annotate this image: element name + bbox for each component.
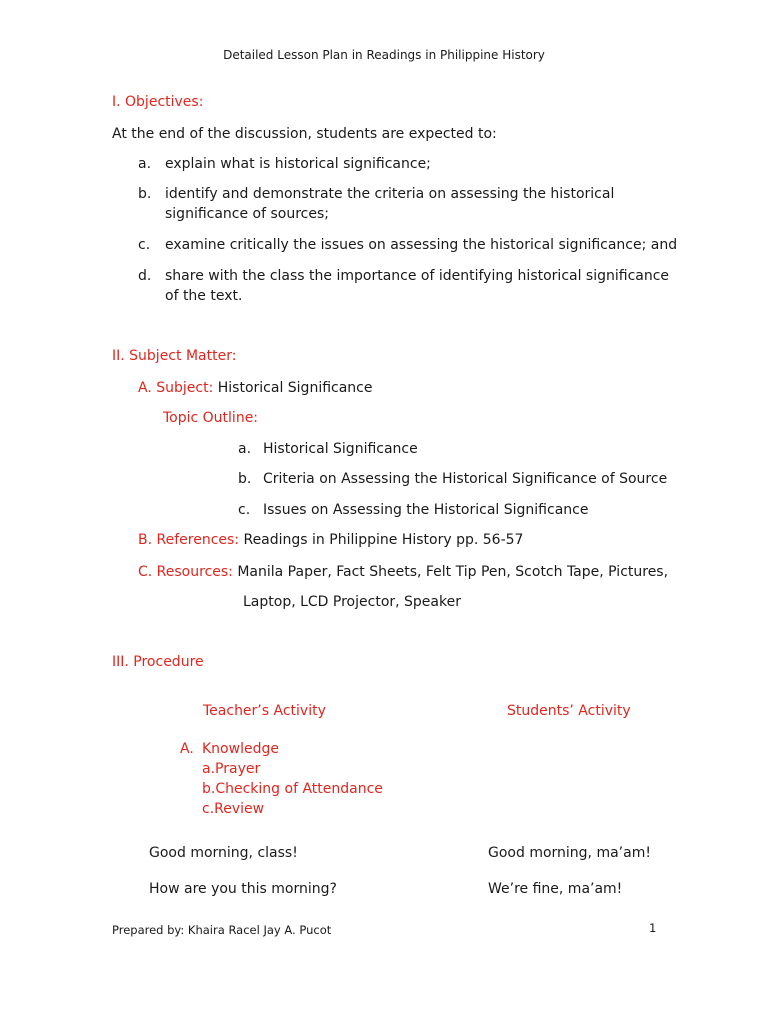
knowledge-item-text: Checking of Attendance <box>215 781 383 797</box>
teacher-line: How are you this morning? <box>149 881 337 897</box>
outline-marker: c. <box>238 502 251 518</box>
resources-value: Manila Paper, Fact Sheets, Felt Tip Pen, Scotch Tape, Pictures, <box>237 564 669 580</box>
outline-marker: b. <box>238 471 252 487</box>
prepared-by: Prepared by: Khaira Racel Jay A. Pucot <box>112 923 332 937</box>
topic-outline-label: Topic Outline: <box>163 410 259 426</box>
resources-label: C. Resources: <box>138 564 233 580</box>
objective-marker: b. <box>138 186 152 202</box>
objectives-intro: At the end of the discussion, students are expected to: <box>112 126 497 142</box>
knowledge-marker: A. <box>180 741 194 757</box>
outline-marker: a. <box>238 441 252 457</box>
knowledge-item <box>202 781 383 797</box>
student-line: We’re fine, ma’am! <box>488 881 623 897</box>
knowledge-item-text: Prayer <box>215 761 261 777</box>
knowledge-item <box>202 801 264 817</box>
references-value: Readings in Philippine History pp. 56-57 <box>243 532 524 548</box>
subject-value: Historical Significance <box>217 380 373 396</box>
outline-item: Historical Significance <box>263 441 418 457</box>
objective-text-continued: of the text. <box>165 288 243 304</box>
objective-text: examine critically the issues on assessing the historical significance; and <box>165 237 678 253</box>
student-line: Good morning, ma’am! <box>488 845 651 861</box>
knowledge-item <box>202 761 260 777</box>
objective-item <box>165 154 431 174</box>
knowledge-item-marker: c. <box>202 801 215 817</box>
knowledge-label: Knowledge <box>202 741 279 757</box>
page-header-title: Detailed Lesson Plan in Readings in Philippine History <box>223 48 545 62</box>
objective-item <box>165 235 677 255</box>
resources-row <box>138 564 668 580</box>
page-number: 1 <box>649 921 657 935</box>
resources-value-continued: Laptop, LCD Projector, Speaker <box>243 594 461 610</box>
objective-marker: d. <box>138 268 152 284</box>
outline-item: Issues on Assessing the Historical Significance <box>263 502 589 518</box>
subject-label: A. Subject: <box>138 380 214 396</box>
objective-item <box>165 184 614 224</box>
objective-marker: c. <box>138 237 151 253</box>
subject-matter-heading: II. Subject Matter: <box>112 348 237 364</box>
references-label: B. References: <box>138 532 240 548</box>
knowledge-item-marker: a. <box>202 761 216 777</box>
objective-text: identify and demonstrate the criteria on assessing the historical <box>165 186 615 202</box>
objective-text-continued: significance of sources; <box>165 206 330 222</box>
students-activity-column-header: Students’ Activity <box>507 703 631 719</box>
objective-text: share with the class the importance of identifying historical significance <box>165 268 670 284</box>
procedure-heading: III. Procedure <box>112 654 204 670</box>
knowledge-item-marker: b. <box>202 781 216 797</box>
subject-row <box>138 380 372 396</box>
objective-text: explain what is historical significance; <box>165 156 431 172</box>
outline-item: Criteria on Assessing the Historical Significance of Source <box>263 471 668 487</box>
teacher-activity-column-header: Teacher’s Activity <box>203 703 326 719</box>
objective-item <box>165 266 669 306</box>
objective-marker: a. <box>138 156 152 172</box>
objectives-heading: I. Objectives: <box>112 94 204 110</box>
teacher-line: Good morning, class! <box>149 845 298 861</box>
knowledge-item-text: Review <box>214 801 265 817</box>
references-row <box>138 532 523 548</box>
